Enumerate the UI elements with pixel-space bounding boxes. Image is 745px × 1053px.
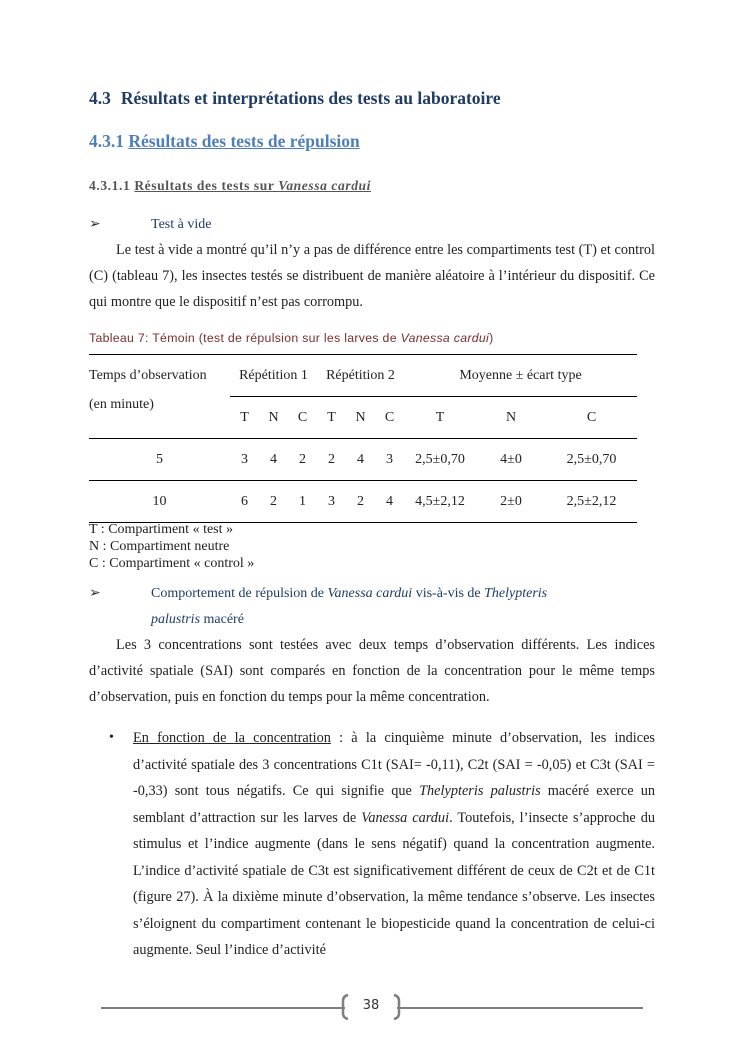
arrow-bullet-icon: ➢ bbox=[89, 217, 101, 232]
heading-4-3-1: 4.3.1 Résultats des tests de répulsion bbox=[89, 131, 360, 151]
table-row: 5 3 4 2 2 4 3 2,5±0,70 4±0 2,5±0,70 bbox=[89, 439, 637, 481]
footer-line-left bbox=[101, 1007, 345, 1009]
table-row: 10 6 2 1 3 2 4 4,5±2,12 2±0 2,5±2,12 bbox=[89, 481, 637, 523]
table-7: Temps d’observation Répétition 1 Répétition 2 Moyenne ± écart type (en minute) T N C T N C T N C 5 3 4 2 2 4 3 2,5±0,70 4±0 2,5±0,70 10 6 2 1 3 2 4 4,5±2,12 2±0 2,5±2,12 bbox=[89, 354, 637, 523]
document-page: 4.3 Résultats et interprétations des tests au laboratoire 4.3.1 Résultats des tests de répulsion 4.3.1.1 Résultats des tests sur Vanessa cardui ➢ Test à vide Le test à vide a montré qu’il n’y a pas de différence entre les compartiments test (T) et control (C) (tableau 7), les insectes testés se distribuent de manière aléatoire à l’intérieur du dispositif. Ce qui montre que le dispositif n’est pas corrompu. Tableau 7: Témoin (test de répulsion sur les larves de Vanessa cardui) Temps d’observation Répétition 1 Répétition 2 Moyenne ± écart type (en minute) T N C T N C T N C 5 3 4 2 2 4 3 2,5±0,70 4±0 2,5±0,70 10 6 2 1 3 2 4 4,5±2,12 2±0 2,5±2,12 T : Compartiment « test » N : Compartiment neutre C : Compartiment « control » ➢ Comportement de répulsion de Vanessa cardui vis-à-vis de Thelypteris palustris macéré Les 3 concentrations sont testées avec deux temps d’observation différents. Les indices d’activité spatiale (SAI) sont comparés en fonction de la concentration pour le même temps d’observation, puis en fonction du temps pour la même concentration. • En fonction de la concentration : à la cinquième minute d’observation, les indices d’activité spatiale des 3 concentrations C1t (SAI= -0,11), C2t (SAI = -0,05) et C3t (SAI = -0,33) sont tous négatifs. Ce qui signifie que Thelypteris palustris macéré exerce un semblant d’attraction sur les larves de Vanessa cardui. Toutefois, l’insecte s’approche du stimulus et l’indice augmente (dans le sens négatif) quand la concentration augmente. L’indice d’activité spatiale de C3t est significativement différent de ceux de C2t et de C1t (figure 27). À la dixième minute d’observation, la même tendance s’observe. Les insectes s’éloignent du compartiment contenant le biopesticide quand la concentration de celui-ci augmente. Seul l’indice d’activité 38 bbox=[0, 0, 745, 1053]
table-caption: Tableau 7: Témoin (test de répulsion sur les larves de Vanessa cardui) bbox=[89, 331, 494, 345]
heading-4-3-1-1: 4.3.1.1 Résultats des tests sur Vanessa cardui bbox=[89, 178, 372, 193]
list-bullet-icon: • bbox=[109, 730, 114, 745]
table-legend: T : Compartiment « test » N : Compartiment neutre C : Compartiment « control » bbox=[89, 522, 255, 571]
page-number: 38 bbox=[340, 992, 402, 1022]
arrow-bullet-icon: ➢ bbox=[89, 586, 101, 601]
heading-4-3: 4.3 Résultats et interprétations des tests au laboratoire bbox=[89, 88, 501, 108]
paragraph-test-a-vide: Le test à vide a montré qu’il n’y a pas de différence entre les compartiments test (T) et control (C) (tableau 7), les insectes testés se distribuent de manière aléatoire à l’intérieur du dispositif. Ce qui montre que le dispositif n’est pas corrompu. bbox=[89, 242, 655, 310]
paragraph-concentrations: Les 3 concentrations sont testées avec deux temps d’observation différents. Les indices d’activité spatiale (SAI) sont comparés en fonction de la concentration pour le même temps d’observation, puis en fonction du temps pour la même concentration. bbox=[89, 637, 655, 705]
list-item: En fonction de la concentration : à la cinquième minute d’observation, les indices d’activité spatiale des 3 concentrations C1t (SAI= -0,11), C2t (SAI = -0,05) et C3t (SAI = -0,33) sont tous négatifs. Ce qui signifie que Thelypteris palustris macéré exerce un semblant d’attraction sur les larves de Vanessa cardui. Toutefois, l’insecte s’approche du stimulus et l’indice augmente (dans le sens négatif) quand la concentration augmente. L’indice d’activité spatiale de C3t est significativement différent de ceux de C2t et de C1t (figure 27). À la dixième minute d’observation, la même tendance s’observe. Les insectes s’éloignent du compartiment contenant le biopesticide quand la concentration de celui-ci augmente. Seul l’indice d’activité bbox=[133, 730, 656, 958]
footer-line-right bbox=[397, 1007, 643, 1009]
